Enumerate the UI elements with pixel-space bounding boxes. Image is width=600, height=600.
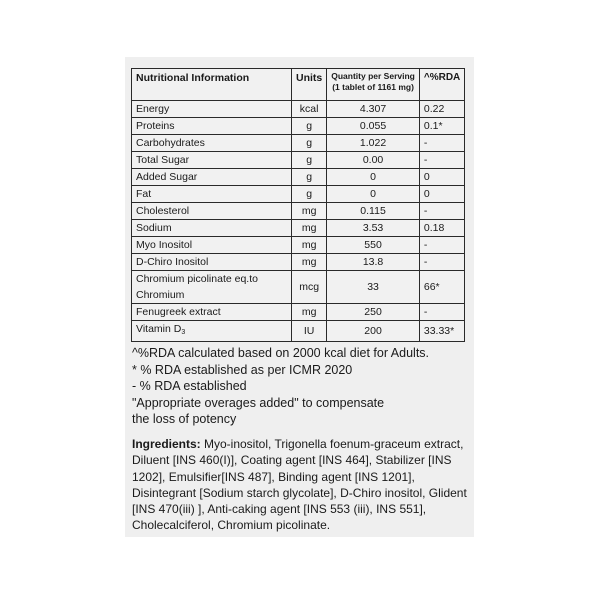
footnote-rda-established: - % RDA established bbox=[132, 379, 247, 393]
nutrient-name: Vitamin $D_3$ bbox=[132, 321, 292, 342]
ingredients-text: Myo-inositol, Trigonella foenum-graceum extract, Diluent [INS 460(I)], Coating agent [INS 464], Stabilizer [INS 1202], Emulsifier[INS 487], Binding agent [INS 1201], Disintegrant [Sodium starch glycolate], D-Chiro inositol, Glident [INS 470(iii) ], Anti-caking agent [INS 553 (iii), INS 551], Cholecalciferol, Chromium picolinate. bbox=[132, 437, 467, 533]
nutrient-quantity: 0 bbox=[327, 186, 420, 203]
table-row bbox=[132, 118, 465, 135]
ingredients-label: Ingredients: bbox=[132, 437, 201, 451]
nutrient-name: Proteins bbox=[132, 118, 292, 135]
nutrient-unit: mcg bbox=[292, 271, 327, 304]
nutrient-unit: kcal bbox=[292, 101, 327, 118]
nutrient-rda: - bbox=[419, 304, 464, 321]
table-row bbox=[132, 220, 465, 237]
nutrient-rda: 0.18 bbox=[419, 220, 464, 237]
header-units: Units bbox=[292, 69, 327, 101]
footnotes bbox=[132, 345, 462, 428]
table-row bbox=[132, 152, 465, 169]
nutrient-quantity: 4.307 bbox=[327, 101, 420, 118]
nutrient-unit: g bbox=[292, 169, 327, 186]
header-rda: ^%RDA bbox=[419, 69, 464, 101]
nutrient-rda: 0.1* bbox=[419, 118, 464, 135]
table-row bbox=[132, 254, 465, 271]
nutrition-table bbox=[131, 68, 465, 342]
nutrient-unit: g bbox=[292, 152, 327, 169]
table-row bbox=[132, 237, 465, 254]
table-row bbox=[132, 135, 465, 152]
nutrient-rda: 33.33* bbox=[419, 321, 464, 342]
nutrient-unit: IU bbox=[292, 321, 327, 342]
nutrient-unit: g bbox=[292, 186, 327, 203]
header-quantity: Quantity per Serving (1 tablet of 1161 mg) bbox=[327, 69, 420, 101]
table-row bbox=[132, 169, 465, 186]
nutrient-quantity: 0.115 bbox=[327, 203, 420, 220]
table-row bbox=[132, 304, 465, 321]
nutrient-rda: - bbox=[419, 203, 464, 220]
footnote-rda-basis: ^%RDA calculated based on 2000 kcal diet for Adults. bbox=[132, 346, 430, 360]
nutrient-name: Myo Inositol bbox=[132, 237, 292, 254]
nutrient-rda: 0 bbox=[419, 169, 464, 186]
nutrient-name: Energy bbox=[132, 101, 292, 118]
nutrient-rda: - bbox=[419, 237, 464, 254]
nutrient-name: Total Sugar bbox=[132, 152, 292, 169]
nutrient-quantity: 200 bbox=[327, 321, 420, 342]
footnote-icmr: * % RDA established as per ICMR 2020 bbox=[132, 362, 353, 377]
nutrient-unit: g bbox=[292, 135, 327, 152]
header-nutritional-information: Nutritional Information bbox=[132, 69, 292, 101]
nutrient-rda: 66* bbox=[419, 271, 464, 304]
ingredients-block bbox=[132, 436, 468, 534]
nutrient-name: Fat bbox=[132, 186, 292, 203]
nutrient-quantity: 550 bbox=[327, 237, 420, 254]
nutrient-unit: g bbox=[292, 118, 327, 135]
nutrient-name: Sodium bbox=[132, 220, 292, 237]
nutrient-unit: mg bbox=[292, 237, 327, 254]
nutrient-quantity: 13.8 bbox=[327, 254, 420, 271]
nutrient-quantity: 33 bbox=[327, 271, 420, 304]
nutrient-rda: - bbox=[419, 152, 464, 169]
nutrient-name: Carbohydrates bbox=[132, 135, 292, 152]
nutrient-name: Fenugreek extract bbox=[132, 304, 292, 321]
nutrient-rda: 0.22 bbox=[419, 101, 464, 118]
nutrient-quantity: 0.055 bbox=[327, 118, 420, 135]
nutrient-quantity: 1.022 bbox=[327, 135, 420, 152]
table-row bbox=[132, 186, 465, 203]
nutrient-quantity: 0.00 bbox=[327, 152, 420, 169]
table-row bbox=[132, 321, 465, 342]
nutrient-quantity: 0 bbox=[327, 169, 420, 186]
nutrient-name: Chromium picolinate eq.to Chromium bbox=[132, 271, 292, 304]
footnote-overages: "Appropriate overages added" to compensate bbox=[132, 395, 385, 410]
nutrient-unit: mg bbox=[292, 203, 327, 220]
nutrient-unit: mg bbox=[292, 220, 327, 237]
nutrient-name: Cholesterol bbox=[132, 203, 292, 220]
nutrient-rda: 0 bbox=[419, 186, 464, 203]
nutrient-name: D-Chiro Inositol bbox=[132, 254, 292, 271]
nutrient-name: Added Sugar bbox=[132, 169, 292, 186]
nutrient-rda: - bbox=[419, 135, 464, 152]
nutrient-quantity: 3.53 bbox=[327, 220, 420, 237]
nutrient-unit: mg bbox=[292, 304, 327, 321]
nutrient-rda: - bbox=[419, 254, 464, 271]
table-row bbox=[132, 271, 465, 304]
table-header-row bbox=[132, 69, 465, 101]
table-row bbox=[132, 101, 465, 118]
footnote-potency: the loss of potency bbox=[132, 412, 237, 426]
nutrient-unit: mg bbox=[292, 254, 327, 271]
nutrient-quantity: 250 bbox=[327, 304, 420, 321]
table-row bbox=[132, 203, 465, 220]
